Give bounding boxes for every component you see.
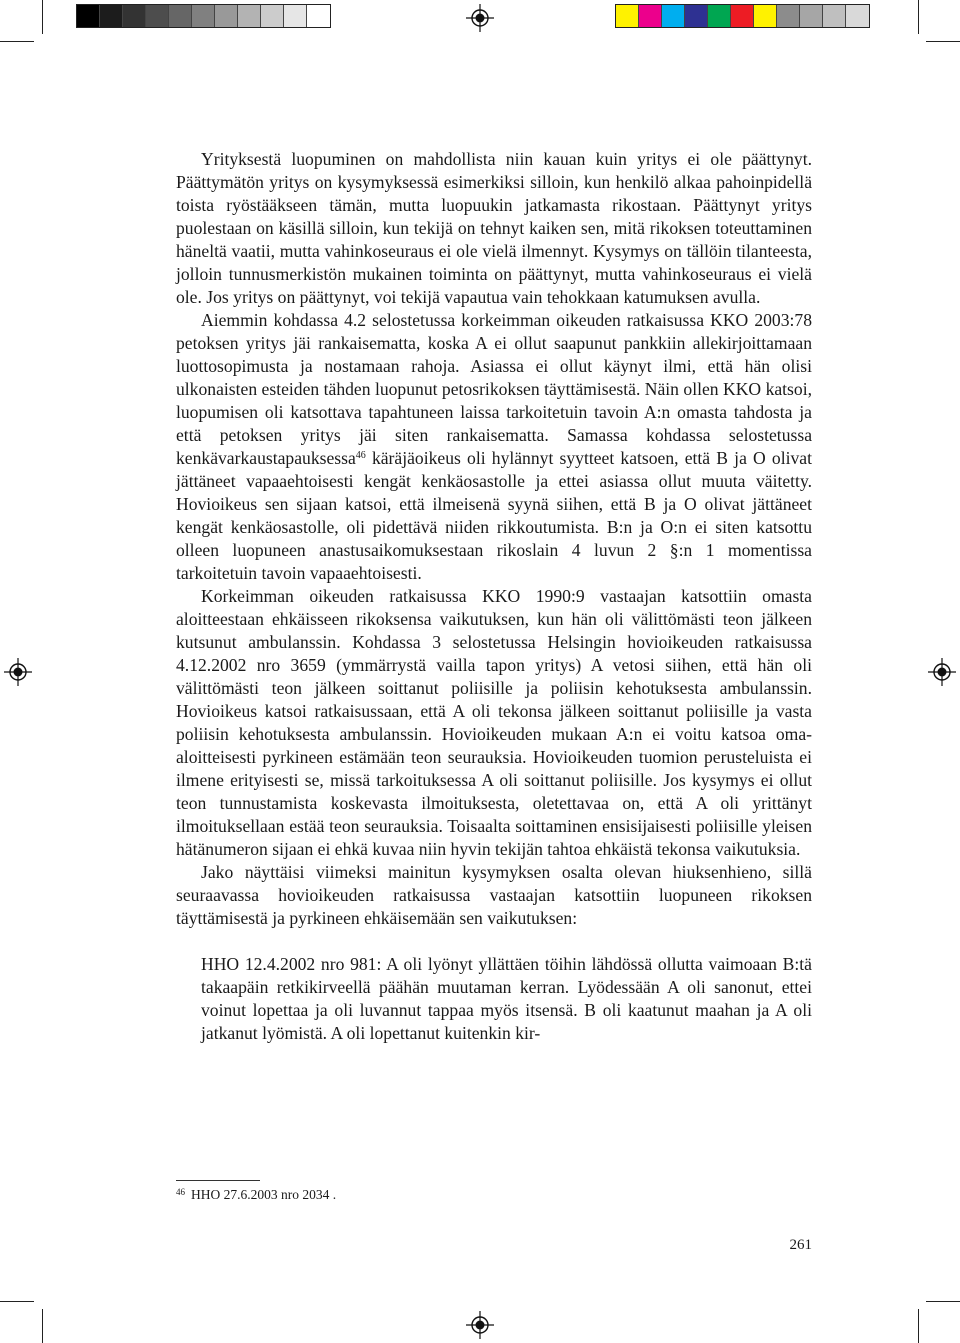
- calibration-swatch: [685, 5, 708, 27]
- calibration-swatch: [754, 5, 777, 27]
- body-text: [176, 148, 812, 1045]
- calibration-swatch: [639, 5, 662, 27]
- calibration-swatch: [123, 5, 146, 27]
- crop-mark-bottom-right-v: [918, 1309, 919, 1343]
- calibration-swatch: [238, 5, 261, 27]
- case-quote: HHO 12.4.2002 nro 981: A oli lyönyt yllättäen töihin lähdössä ollutta vaimoaan B:tä takaapäin retkikirveellä päähän muutaman kerran. Lyödessään A oli sanonut, ettei voinut lopettaa ja oli luvannut tappaa myös itsensä. B oli kaatunut maahan ja A oli jatkanut lyömistä. A oli lopettanut kuitenkin kir-: [201, 954, 812, 1043]
- footnote-number: 46: [176, 1187, 185, 1197]
- paragraph-2-part-a: Aiemmin kohdassa 4.2 selostetussa korkeimman oikeuden ratkaisussa KKO 2003:78 petoksen yritys jäi rankaisematta, koska A ei ollut saapunut pankkiin allekirjoittamaan luottosopimusta ja nostamaan rahoja. Asiassa ei ollut käynyt ilmi, että hän olisi ulkonaisten esteiden tähden luopunut petosrikoksen täyttämisestä. Näin ollen KKO katsoi, luopumisen oli katsottava tapahtuneen laissa tarkoitetuin tavoin A:n omasta tahdosta ja että petoksen yritys jäi siten rankaisematta. Samassa kohdassa selostetussa kenkävarkaustapauksessa: [176, 310, 812, 468]
- paragraph-2-part-b: käräjäoikeus oli hylännyt syytteet katsoen, että B ja O olivat jättäneet vapaaehtoisesti kengät kenkäosastolle ja ettei asiassa ollut muuta väitetty. Hovioikeus sen sijaan katsoi, että ilmeisenä syynä siihen, että B ja O olivat jättäneet kengät kenkäosastolle, oli pidettävä niiden rikkoutumista. B:n ja O:n ei siten katsottu olleen luopuneen anastusaikomuksestaan rikoslain 4 luvun 2 §:n 1 momentissa tarkoitetuin tavoin vapaaehtoisesti.: [176, 448, 812, 583]
- footnote: [176, 1187, 336, 1203]
- paragraph-2: [176, 309, 812, 585]
- crop-mark-bottom-right-h: [926, 1301, 960, 1302]
- calibration-swatch: [777, 5, 800, 27]
- calibration-swatch: [261, 5, 284, 27]
- crop-mark-top-left-h: [0, 41, 34, 42]
- paragraph-3: Korkeimman oikeuden ratkaisussa KKO 1990:9 vastaajan katsottiin omasta aloitteestaan ehkäisseen rikoksensa vaikutuksen, kun hän oli välittömästi teon jälkeen kutsunut ambulanssin. Kohdassa 3 selostetussa Helsingin hovioikeuden ratkaisussa 4.12.2002 nro 3659 (ymmärrystä vailla tapon yritys) A vetosi siihen, että hän oli välittömästi teon jälkeen soittanut poliisille ja poliisin kehotuksesta ambulanssin. Hovioikeus katsoi ratkaisussaan, että A oli tekonsa jälkeen soittanut poliisille ja vasta poliisin kehotuksesta ambulanssin. Hovioikeuden mukaan A:n ei voitu katsoa oma-aloitteisesti pyrkineen estämään teon seurauksia. Hovioikeuden tuomion perusteluista ei ilmene erityisesti se, missä tarkoituksessa A oli soittanut poliisille. Jos kysymys ei ollut teon tunnustamista koskevasta ilmoituksesta, oletettavaa on, että A oli yrittänyt ilmoituksellaan estää teon seurauksia. Toisaalta soittaminen ensisijaisesti poliisille yleisen hätänumeron sijaan ei ehkä kuvaa niin hyvin tekijän tahtoa ehkäistä tekonsa vaikutuksia.: [176, 586, 812, 859]
- crop-mark-top-right-h: [926, 41, 960, 42]
- calibration-swatch: [169, 5, 192, 27]
- calibration-swatch: [731, 5, 754, 27]
- crop-mark-bottom-left-h: [0, 1301, 34, 1302]
- registration-mark-icon: [466, 1311, 494, 1339]
- registration-mark-icon: [928, 658, 956, 686]
- calibration-swatch: [146, 5, 169, 27]
- calibration-swatch: [100, 5, 123, 27]
- calibration-swatch: [800, 5, 823, 27]
- crop-mark-top-left-v: [42, 0, 43, 34]
- calibration-swatch: [708, 5, 731, 27]
- paragraph-1: Yrityksestä luopuminen on mahdollista niin kauan kuin yritys ei ole päättynyt. Päättymätön yritys on kysymyksessä esimerkiksi silloin, kun henkilö alkaa pahoinpidellä toista ryöstääkseen tämän, mutta luopuukin jatkamasta rikostaan. Päättynyt yritys puolestaan on käsillä silloin, kun tekijä on tehnyt kaiken sen, mitä rikoksen toteuttaminen häneltä vaatii, mutta vahinkoseuraus ei ole vielä ilmennyt. Kysymys on tällöin tilanteesta, jolloin tunnusmerkistön mukainen toiminta on päättynyt, mutta vahinkoseuraus ei vielä ole. Jos yritys on päättynyt, voi tekijä vapautua vain tehokkaan katumuksen avulla.: [176, 149, 812, 307]
- calibration-swatch: [192, 5, 215, 27]
- calibration-swatch: [284, 5, 307, 27]
- footnote-divider: [176, 1180, 260, 1181]
- page-number: 261: [789, 1237, 812, 1253]
- calibration-swatch: [823, 5, 846, 27]
- color-calibration-bar: [615, 4, 870, 28]
- crop-mark-top-right-v: [918, 0, 919, 34]
- grayscale-calibration-bar: [76, 4, 331, 28]
- registration-mark-icon: [4, 658, 32, 686]
- footnote-text: HHO 27.6.2003 nro 2034 .: [191, 1187, 337, 1202]
- calibration-swatch: [77, 5, 100, 27]
- calibration-swatch: [307, 5, 330, 27]
- paragraph-4: Jako näyttäisi viimeksi mainitun kysymyksen osalta olevan hiuksenhieno, sillä seuraavassa hovioikeuden ratkaisussa vastaajan katsottiin luopuneen rikoksen täyttämisestä ja pyrkineen ehkäisemään sen vaikutuksen:: [176, 862, 812, 928]
- footnote-reference[interactable]: 46: [355, 450, 366, 461]
- calibration-swatch: [846, 5, 869, 27]
- calibration-swatch: [662, 5, 685, 27]
- calibration-swatch: [215, 5, 238, 27]
- calibration-swatch: [616, 5, 639, 27]
- crop-mark-bottom-left-v: [42, 1309, 43, 1343]
- registration-mark-icon: [466, 4, 494, 32]
